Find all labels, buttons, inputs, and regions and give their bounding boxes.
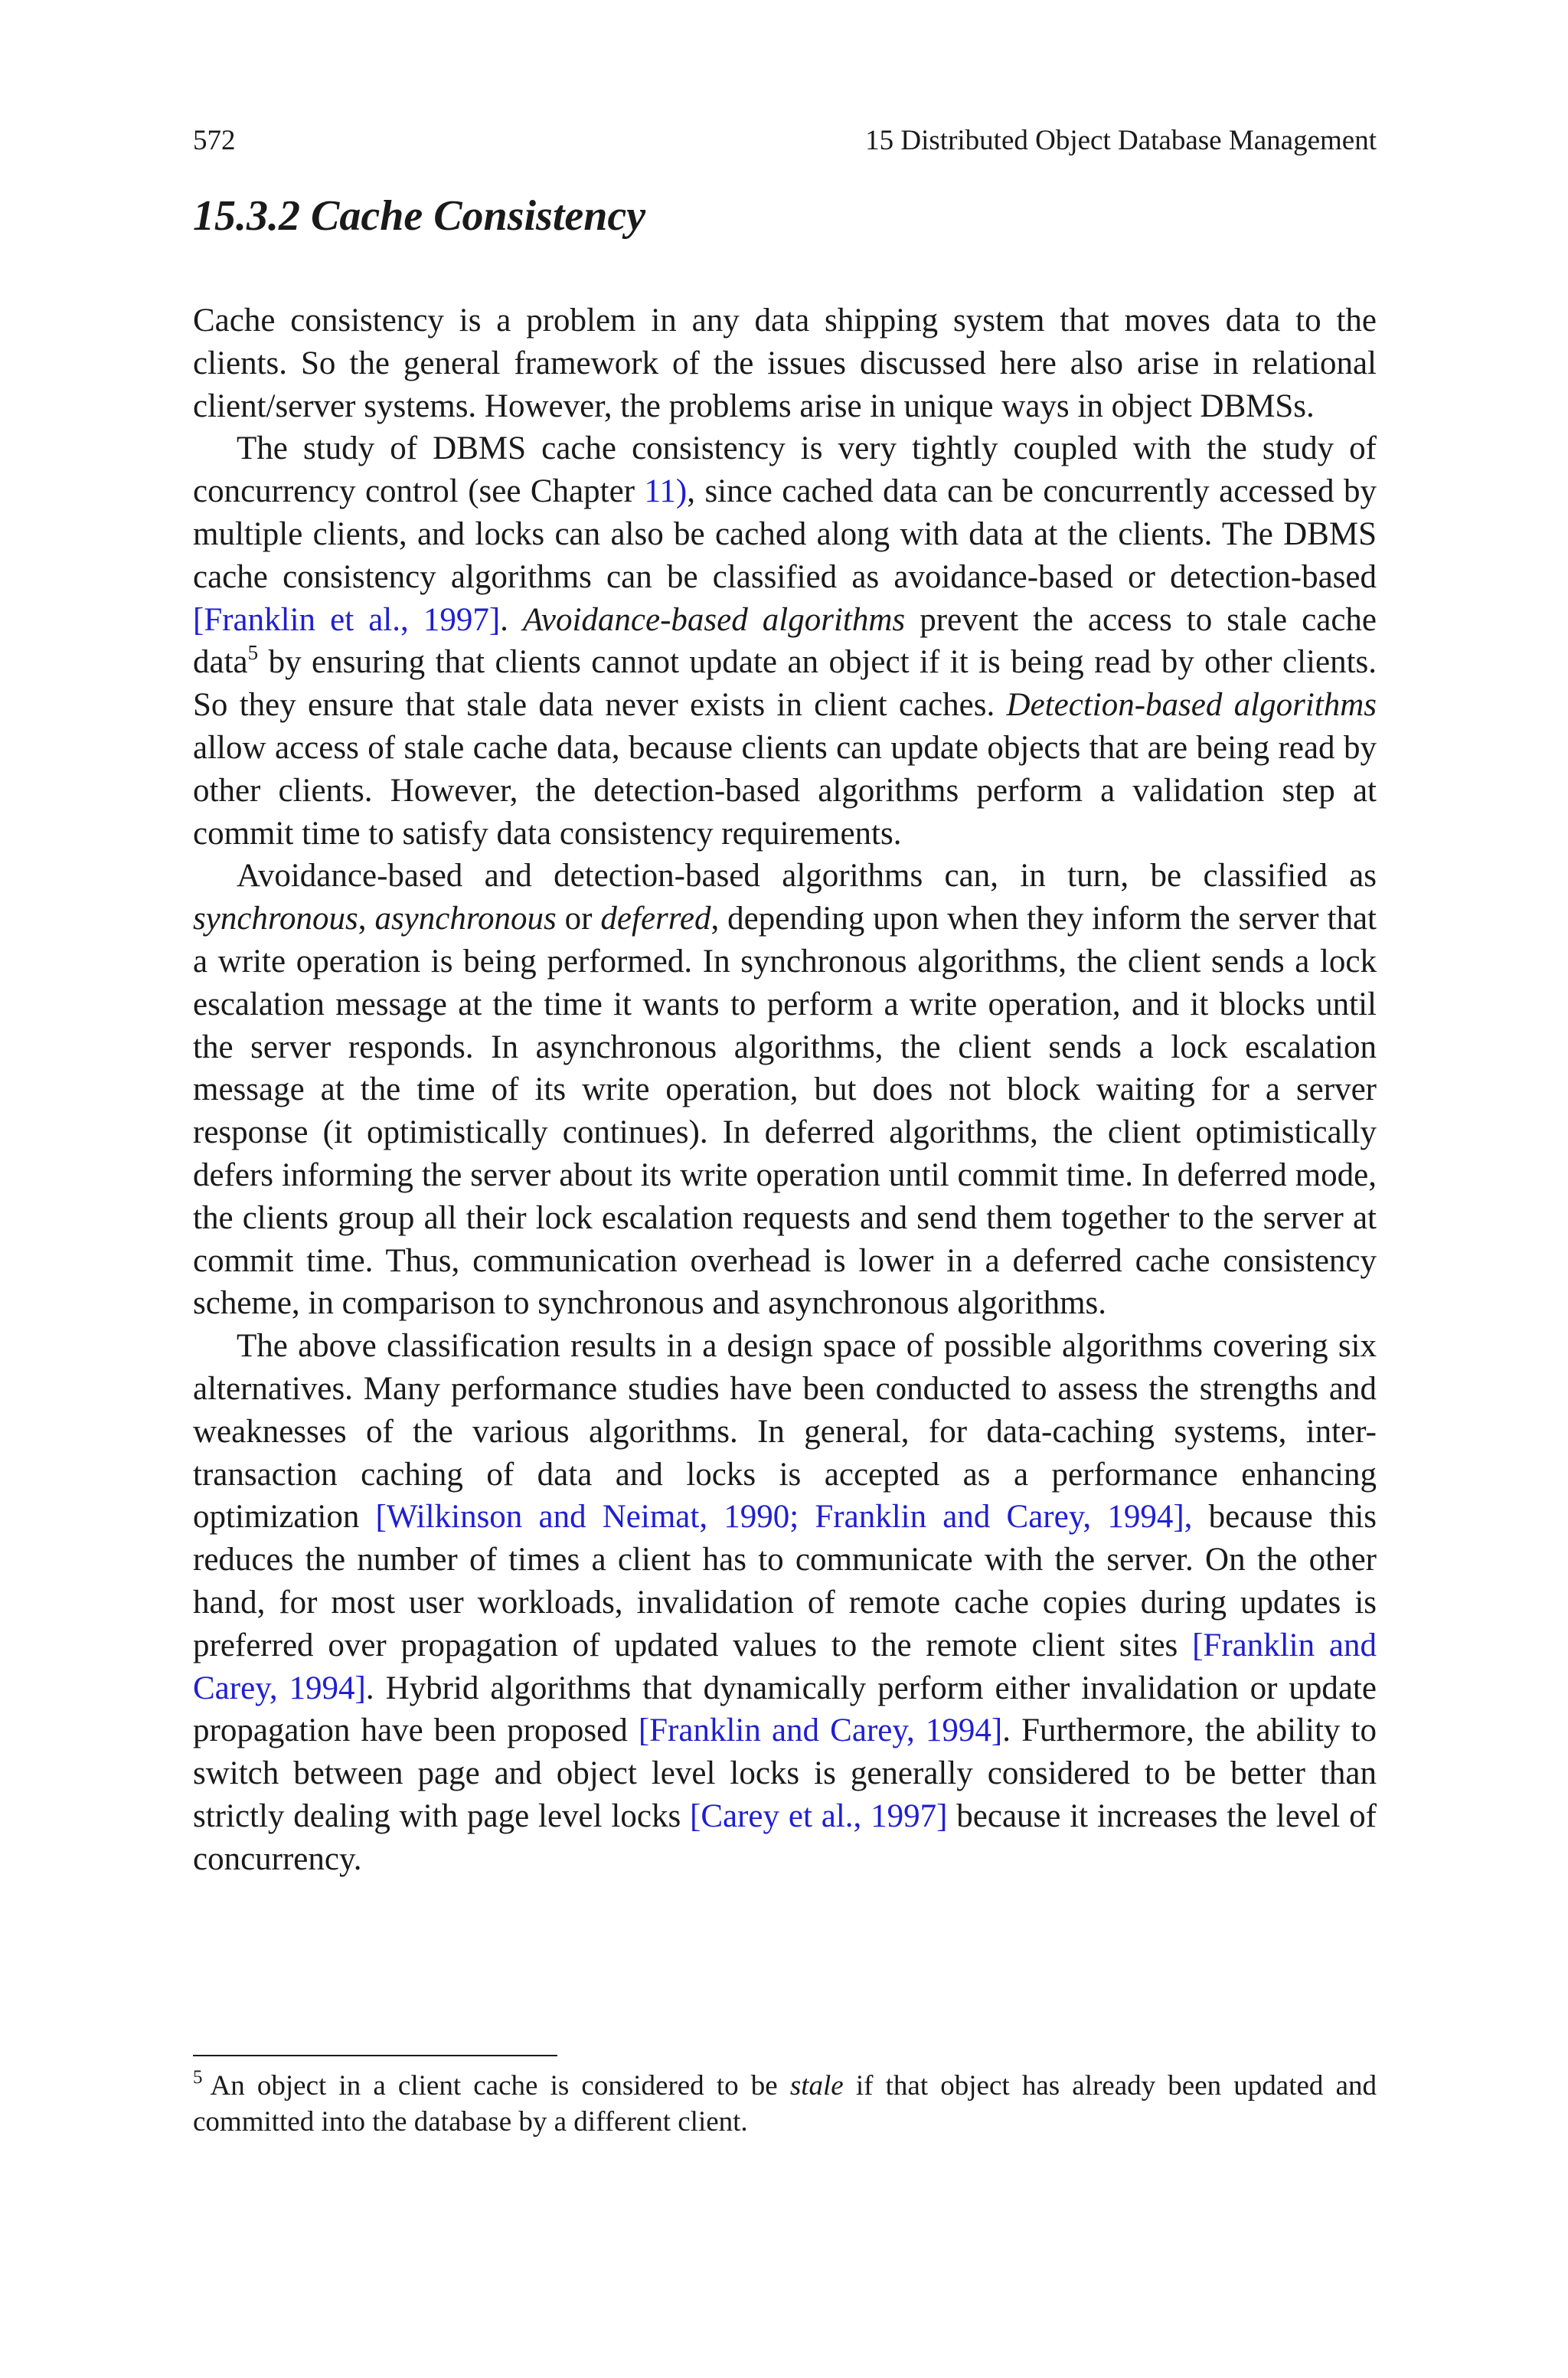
text-run: . Furthermore, the ability to switch between page and object level locks is generally considered to be better than strictly dealing with page level locks <box>193 1712 1377 1834</box>
text-run: . Hybrid algorithms that dynamically perform either invalidation or update propagation have been proposed <box>193 1670 1377 1749</box>
emphasis: stale <box>789 2070 844 2102</box>
footnote-divider <box>193 2055 557 2056</box>
text-run: if that object has already been updated and committed into the database by a different client. <box>193 2070 1377 2138</box>
text-run: , <box>358 901 375 937</box>
citation-link[interactable]: [Wilkinson and Neimat, 1990; Franklin and Carey, 1994], <box>375 1499 1193 1536</box>
text-run: because it increases the level of concurrency. <box>193 1797 1377 1877</box>
citation-link[interactable]: [Franklin and Carey, 1994] <box>638 1712 1003 1749</box>
text-run: allow access of stale cache data, because clients can update objects that are being read by other clients. However, the detection-based algorithms perform a validation step at commit time to satisfy data consistency requirements. <box>193 729 1377 852</box>
text-run: An object in a client cache is considered to be <box>210 2070 790 2102</box>
paragraph-4 <box>193 1325 1377 1880</box>
text-run: , depending upon when they inform the server that a write operation is being performed. In synchronous algorithms, the client sends a lock escalation message at the time it wants to perform a write operation, and it blocks until the server responds. In asynchronous algorithms, the client sends a lock escalation message at the time of its write operation, but does not block waiting for a server response (it optimistically continues). In deferred algorithms, the client optimistically defers informing the server about its write operation until commit time. In deferred mode, the clients group all their lock escalation requests and send them together to the server at commit time. Thus, communication overhead is lower in a deferred cache consistency scheme, in comparison to synchronous and asynchronous algorithms. <box>193 901 1377 1322</box>
text-run: Avoidance-based and detection-based algorithms can, in turn, be classified as <box>237 858 1377 895</box>
text-run: The study of DBMS cache consistency is very tightly coupled with the study of concurrency control (see Chapter <box>193 430 1377 510</box>
paragraph-2 <box>193 427 1377 855</box>
section-title: Cache Consistency <box>311 192 646 240</box>
running-header <box>193 124 1377 158</box>
chapter-link[interactable]: 11) <box>644 473 688 510</box>
citation-link[interactable]: [Franklin et al., 1997] <box>193 601 501 638</box>
text-run: or <box>556 901 601 937</box>
emphasis: deferred <box>600 901 711 937</box>
running-head-title: 15 Distributed Object Database Management <box>865 125 1377 156</box>
emphasis: synchronous <box>193 901 358 937</box>
text-run: because this reduces the number of times a client has to communicate with the server. On the other hand, for most user workloads, invalidation of remote cache copies during updates is preferred over propagation of updated values to the remote client sites <box>193 1499 1377 1663</box>
text-run: prevent the access to stale cache data <box>193 601 1377 681</box>
emphasis: Avoidance-based algorithms <box>522 601 906 638</box>
footnote <box>193 2068 1377 2140</box>
paragraph-1-text: Cache consistency is a problem in any data shipping system that moves data to the clients. So the general framework of the issues discussed here also arise in relational client/server systems. However, the problems arise in unique ways in object DBMSs. <box>193 303 1377 424</box>
text-run: by ensuring that clients cannot update an object if it is being read by other clients. So they ensure that stale data never exists in client caches. <box>193 644 1377 724</box>
section-heading <box>193 191 645 240</box>
page-number: 572 <box>193 125 236 156</box>
citation-link[interactable]: [Franklin and Carey, 1994] <box>193 1627 1377 1706</box>
emphasis: Detection-based algorithms <box>1006 687 1377 724</box>
citation-link[interactable]: [Carey et al., 1997] <box>690 1797 948 1834</box>
text-run: , since cached data can be concurrently accessed by multiple clients, and locks can also be cached along with data at the clients. The DBMS cache consistency algorithms can be classified as avoidance-based or detection-based <box>193 473 1377 595</box>
emphasis: asynchronous <box>374 901 557 937</box>
body-text <box>193 299 1377 1880</box>
footnote-number: 5 <box>193 2067 203 2088</box>
text-run: . <box>500 601 523 638</box>
section-number: 15.3.2 <box>193 192 300 240</box>
text-run: The above classification results in a design space of possible algorithms covering six alternatives. Many performance studies have been conducted to assess the strengths and weaknesses of the various algorithms. In general, for data-caching systems, inter-transaction caching of data and locks is accepted as a performance enhancing optimization <box>193 1328 1377 1536</box>
paragraph-3 <box>193 855 1377 1325</box>
footnote-marker[interactable]: 5 <box>247 641 259 665</box>
paragraph-1 <box>193 299 1377 427</box>
